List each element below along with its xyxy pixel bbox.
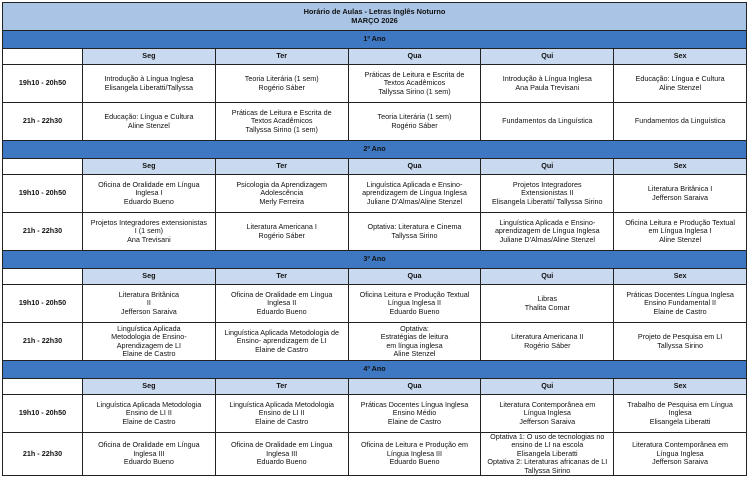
class-info-line: Rogério Sáber (391, 120, 438, 130)
schedule-table (2, 2, 747, 476)
class-info-line: Linguística Aplicada Metodologia (229, 399, 335, 409)
weekday-header: Seg (83, 159, 216, 175)
title-month: MARÇO 2026 (351, 15, 398, 25)
time-slot-label: 21h - 22h30 (3, 323, 83, 361)
class-info-line: Ana Paula Trevisani (515, 82, 580, 92)
weekday-header: Seg (83, 379, 216, 395)
class-info-line: Trabalho de Pesquisa em Língua (627, 399, 733, 409)
class-cell (215, 213, 348, 251)
class-info-line: Projeto de Pesquisa em LI (637, 332, 723, 342)
weekday-header: Qua (348, 159, 481, 175)
class-info-line: Eduardo Bueno (256, 306, 307, 316)
class-cell (83, 395, 216, 433)
class-info-line: Literatura Britânica I (647, 184, 713, 194)
year-label: 2º Ano (3, 141, 747, 159)
class-info-line: Teoria Literária (1 sem) (377, 112, 452, 122)
class-info-line: Textos Acadêmicos (383, 78, 446, 88)
class-info-line: Metodologia de Ensino- (111, 332, 187, 342)
class-cell (83, 175, 216, 213)
class-cell (348, 285, 481, 323)
class-info-line: Literatura Americana I (246, 222, 317, 232)
class-info-line: Elisangela Liberatti/Tallyssa (104, 82, 194, 92)
class-cell (614, 175, 747, 213)
time-slot-label: 21h - 22h30 (3, 103, 83, 141)
weekday-header: Sex (614, 269, 747, 285)
class-info-line: Oficina de Oralidade em Língua (98, 179, 200, 189)
year-label: 3º Ano (3, 251, 747, 269)
class-info-line: Fundamentos da Linguística (502, 116, 593, 126)
class-info-line: Língua Inglesa II (387, 298, 442, 308)
class-info-line: Elisangela Liberatti/ Tallyssa Sirino (492, 196, 603, 206)
year-label: 4º Ano (3, 361, 747, 379)
class-info-line: aprendizagem de Língua Inglesa (362, 188, 467, 198)
year-section-row (3, 141, 747, 159)
class-info-line: Introdução à Língua Inglesa (502, 74, 592, 84)
class-cell (614, 285, 747, 323)
class-info-line: Tallyssa Sirino (391, 230, 438, 240)
weekday-header: Sex (614, 49, 747, 65)
class-cell (348, 395, 481, 433)
class-cell (481, 65, 614, 103)
weekday-header-row (3, 49, 747, 65)
class-info-line: Juliane D'Almas/Aline Stenzel (499, 234, 595, 244)
weekday-header: Seg (83, 269, 216, 285)
time-slot-row (3, 395, 747, 433)
time-slot-row (3, 65, 747, 103)
class-info-line: Optativa: (400, 323, 429, 333)
time-slot-label: 19h10 - 20h50 (3, 65, 83, 103)
time-slot-label: 19h10 - 20h50 (3, 175, 83, 213)
class-info-line: Elaine de Castro (122, 348, 176, 358)
time-header-cell (3, 269, 83, 285)
weekday-header: Qui (481, 379, 614, 395)
class-info-line: Eduardo Bueno (389, 306, 440, 316)
class-cell (348, 65, 481, 103)
class-info-line: Oficina de Oralidade em Língua (230, 289, 333, 299)
class-info-line: Optativa 2: Literaturas africanas de LI (487, 457, 608, 467)
class-info-line: Eduardo Bueno (123, 457, 174, 467)
class-cell (348, 175, 481, 213)
class-info-line: Juliane D'Almas/Aline Stenzel (366, 196, 463, 206)
class-info-line: Inglesa III (266, 448, 298, 458)
class-info-line: I (1 sem) (134, 226, 164, 236)
class-info-line: Tallyssa Sirino (1 sem) (245, 124, 318, 134)
class-info-line: Língua Inglesa (656, 448, 704, 458)
weekday-header: Qui (481, 159, 614, 175)
class-info-line: Língua Inglesa III (386, 448, 443, 458)
weekday-header: Ter (215, 159, 348, 175)
class-info-line: Práticas de Leitura e Escrita de (364, 69, 465, 79)
class-info-line: Extensionistas II (521, 188, 574, 198)
class-info-line: Aprendizagem de LI (116, 340, 182, 350)
class-info-line: Literatura Contemporânea em (499, 399, 596, 409)
class-cell (215, 395, 348, 433)
class-info-line: Literatura Britânica (118, 289, 180, 299)
time-slot-label: 19h10 - 20h50 (3, 395, 83, 433)
time-slot-label: 21h - 22h30 (3, 433, 83, 476)
class-cell (481, 175, 614, 213)
class-info-line: Ensino de LI II (258, 408, 305, 418)
class-cell (83, 285, 216, 323)
schedule-document (2, 2, 746, 476)
class-info-line: em língua inglesa (386, 340, 443, 350)
class-info-line: Tallyssa Sirino (524, 465, 571, 475)
time-slot-label: 19h10 - 20h50 (3, 285, 83, 323)
class-info-line: Inglesa II (267, 298, 297, 308)
class-cell (348, 323, 481, 361)
class-info-line: Aline Stenzel (127, 120, 170, 130)
class-info-line: Elaine de Castro (653, 306, 707, 316)
class-info-line: Tallyssa Sirino (1 sem) (378, 86, 451, 96)
class-cell (83, 323, 216, 361)
class-info-line: Libras (537, 294, 558, 304)
time-header-cell (3, 49, 83, 65)
year-label: 1º Ano (3, 31, 747, 49)
class-info-line: Teoria Literária (1 sem) (244, 74, 319, 84)
class-cell (481, 103, 614, 141)
weekday-header-row (3, 269, 747, 285)
class-info-line: Elisangela Liberatti (649, 416, 711, 426)
class-info-line: Eduardo Bueno (389, 457, 440, 467)
class-info-line: Ensino- aprendizagem de LI (236, 336, 327, 346)
class-info-line: Elaine de Castro (255, 344, 309, 354)
class-info-line: Elaine de Castro (255, 416, 309, 426)
weekday-header-row (3, 379, 747, 395)
weekday-header: Qua (348, 379, 481, 395)
class-cell (614, 103, 747, 141)
class-info-line: Thalita Comar (524, 302, 570, 312)
schedule-body (3, 3, 747, 476)
weekday-header: Qui (481, 49, 614, 65)
class-info-line: Práticas Docentes Língua Inglesa (626, 289, 734, 299)
class-info-line: Linguística Aplicada (117, 323, 181, 333)
class-info-line: em Língua Inglesa I (648, 226, 712, 236)
weekday-header: Seg (83, 49, 216, 65)
class-info-line: Oficina de Leitura e Produção em (360, 440, 469, 450)
class-info-line: Literatura Americana II (511, 332, 584, 342)
class-info-line: Inglesa III (133, 448, 165, 458)
class-cell (83, 65, 216, 103)
class-cell (83, 103, 216, 141)
time-header-cell (3, 379, 83, 395)
weekday-header: Sex (614, 159, 747, 175)
class-info-line: Jefferson Saraiva (652, 192, 708, 202)
class-cell (215, 175, 348, 213)
weekday-header-row (3, 159, 747, 175)
class-info-line: Oficina Leitura e Produção Textual (359, 289, 470, 299)
class-cell (481, 213, 614, 251)
class-cell (215, 103, 348, 141)
class-info-line: Ensino Fundamental II (644, 298, 717, 308)
class-info-line: Práticas de Leitura e Escrita de (231, 107, 332, 117)
class-cell (348, 213, 481, 251)
class-info-line: aprendizagem de Língua Inglesa (494, 226, 600, 236)
weekday-header: Qua (348, 269, 481, 285)
class-info-line: Inglesa (668, 408, 692, 418)
weekday-header: Sex (614, 379, 747, 395)
class-info-line: Rogério Sáber (524, 340, 571, 350)
class-info-line: Linguística Aplicada e Ensino- (499, 217, 596, 227)
class-cell (215, 285, 348, 323)
class-info-line: Jefferson Saraiva (652, 457, 708, 467)
year-section-row (3, 251, 747, 269)
class-info-line: Tallyssa Sirino (657, 340, 704, 350)
class-info-line: Optativa: Literatura e Cinema (367, 222, 462, 232)
class-cell (481, 433, 614, 476)
class-cell (614, 395, 747, 433)
class-info-line: Educação: Língua e Cultura (104, 112, 194, 122)
year-section-row (3, 361, 747, 379)
class-cell (83, 213, 216, 251)
title-row (3, 3, 747, 31)
time-slot-row (3, 285, 747, 323)
class-info-line: Ensino de LI II (125, 408, 172, 418)
time-slot-row (3, 103, 747, 141)
class-info-line: Projetos Integradores (512, 179, 582, 189)
class-info-line: Literatura Contemporânea em (632, 440, 729, 450)
title-line: Horário de Aulas - Letras Inglês Noturno (303, 6, 446, 16)
class-cell (614, 433, 747, 476)
class-info-line: Estratégias de leitura (380, 332, 449, 342)
class-cell (348, 433, 481, 476)
weekday-header: Qui (481, 269, 614, 285)
class-info-line: Rogério Sáber (258, 230, 305, 240)
class-info-line: Linguística Aplicada Metodologia de (224, 327, 340, 337)
class-info-line: Eduardo Bueno (256, 457, 307, 467)
class-cell (215, 323, 348, 361)
class-info-line: Rogério Sáber (258, 82, 305, 92)
class-info-line: Jefferson Saraiva (120, 306, 177, 316)
class-info-line: Aline Stenzel (659, 234, 702, 244)
time-slot-row (3, 323, 747, 361)
time-slot-label: 21h - 22h30 (3, 213, 83, 251)
class-info-line: Elaine de Castro (122, 416, 176, 426)
class-cell (348, 103, 481, 141)
weekday-header: Ter (215, 379, 348, 395)
class-info-line: ensino de LI na escola (511, 440, 584, 450)
time-slot-row (3, 433, 747, 476)
class-info-line: Ensino Médio (392, 408, 437, 418)
class-info-line: Linguística Aplicada e Ensino- (366, 179, 463, 189)
class-info-line: Fundamentos da Linguística (634, 116, 726, 126)
class-cell (481, 285, 614, 323)
class-cell (481, 323, 614, 361)
class-info-line: Psicologia da Aprendizagem (236, 179, 328, 189)
class-info-line: Língua Inglesa (523, 408, 571, 418)
schedule-title (3, 3, 747, 31)
class-info-line: Merly Ferreira (259, 196, 305, 206)
class-cell (614, 213, 747, 251)
class-info-line: Optativa 1: O uso de tecnologias no (490, 432, 605, 441)
class-info-line: Ana Trevisani (127, 234, 171, 244)
class-cell (614, 65, 747, 103)
class-cell (481, 395, 614, 433)
class-cell (215, 433, 348, 476)
class-info-line: Jefferson Saraiva (519, 416, 576, 426)
year-section-row (3, 31, 747, 49)
time-slot-row (3, 175, 747, 213)
class-info-line: Elaine de Castro (387, 416, 442, 426)
class-info-line: Textos Acadêmicos (250, 116, 313, 126)
class-cell (614, 323, 747, 361)
class-info-line: Projetos Integradores extensionistas (90, 217, 208, 227)
weekday-header: Ter (215, 269, 348, 285)
class-info-line: Elisangela Liberatti (516, 448, 578, 458)
class-info-line: Oficina de Oralidade em Língua (98, 440, 200, 450)
class-info-line: Inglesa I (135, 188, 163, 198)
class-info-line: Eduardo Bueno (123, 196, 174, 206)
class-info-line: Linguística Aplicada Metodologia (96, 399, 202, 409)
weekday-header: Ter (215, 49, 348, 65)
class-info-line: Práticas Docentes Língua Inglesa (360, 399, 469, 409)
class-info-line: Introdução à Língua Inglesa (104, 74, 194, 84)
class-info-line: Aline Stenzel (393, 348, 436, 358)
class-info-line: Aline Stenzel (659, 82, 702, 92)
class-info-line: Oficina de Oralidade em Língua (230, 440, 333, 450)
weekday-header: Qua (348, 49, 481, 65)
class-cell (83, 433, 216, 476)
class-info-line: Adolescência (260, 188, 304, 198)
class-info-line: Educação: Língua e Cultura (635, 74, 725, 84)
time-header-cell (3, 159, 83, 175)
class-info-line: Oficina Leitura e Produção Textual (625, 217, 735, 227)
class-cell (215, 65, 348, 103)
class-info-line: II (146, 298, 151, 308)
time-slot-row (3, 213, 747, 251)
